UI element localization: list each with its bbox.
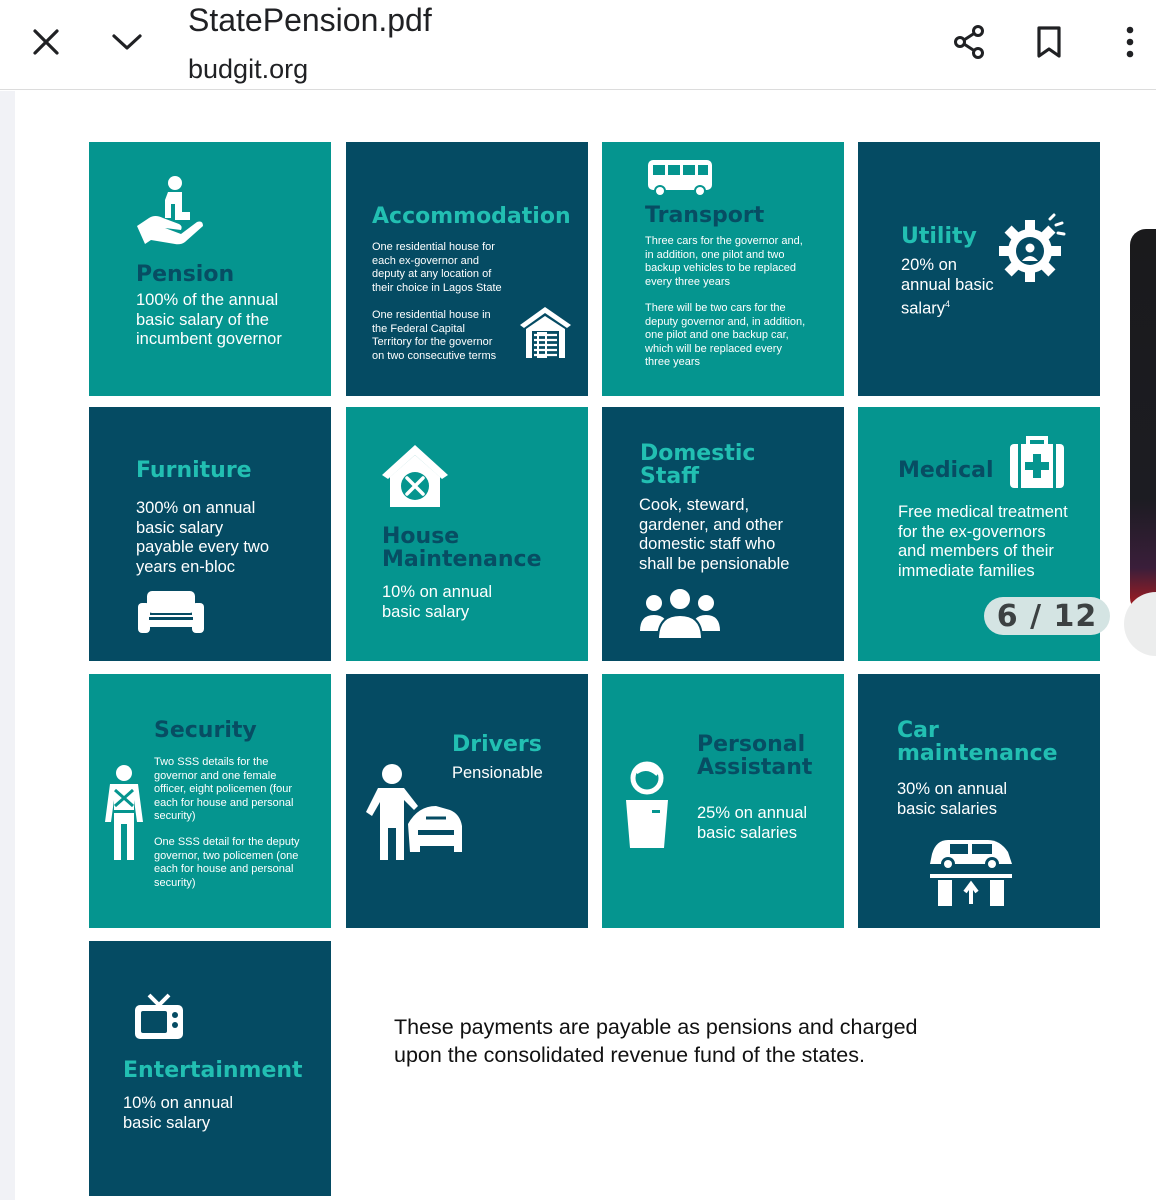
tile-title: Personal Assistant <box>697 732 813 780</box>
tile-transport <box>602 142 844 396</box>
tile-body-2: One residential house in the Federal Capital Territory for the governor on two consecutive terms <box>372 309 497 362</box>
assistant-person-icon <box>622 760 672 852</box>
tile-title: Transport <box>645 203 765 228</box>
close-icon <box>32 28 60 56</box>
footnote-marker: 4 <box>945 299 951 309</box>
tile-furniture <box>89 407 331 661</box>
close-button[interactable] <box>22 18 70 66</box>
tile-title: Furniture <box>136 458 252 483</box>
tile-title: Security <box>154 718 257 743</box>
page-gutter <box>0 91 15 1200</box>
tv-icon <box>133 993 185 1043</box>
footer-note: These payments are payable as pensions and charged upon the consolidated revenue fund of the states. <box>394 1015 918 1067</box>
tile-title: House Maintenance <box>382 524 542 572</box>
tile-personal-assistant <box>602 674 844 928</box>
collapse-button[interactable] <box>103 18 151 66</box>
tile-utility <box>858 142 1100 396</box>
tile-title: Utility <box>901 224 977 249</box>
bookmark-icon <box>1035 25 1063 59</box>
tile-title: Accommodation <box>372 204 571 229</box>
tile-body-2: There will be two cars for the deputy governor and, in addition, one pilot and one backup car, which will be replaced every three years <box>645 302 806 368</box>
hand-caring-person-icon <box>135 174 205 246</box>
more-options-button[interactable] <box>1106 18 1154 66</box>
tile-body: Free medical treatment for the ex-governors and members of their immediate families <box>898 503 1068 580</box>
tile-body: 25% on annual basic salaries <box>697 804 808 842</box>
page-indicator: 6 / 12 <box>984 597 1110 635</box>
tile-drivers <box>346 674 588 928</box>
tile-body: 100% of the annual basic salary of the incumbent governor <box>136 291 282 348</box>
tile-security <box>89 674 331 928</box>
tile-body-1: One residential house for each ex-governor and deputy at any location of their choice in Lagos State <box>372 241 502 294</box>
tile-body: 10% on annual basic salary <box>382 583 493 621</box>
document-source: budgit.org <box>188 54 309 84</box>
security-guard-icon <box>101 764 147 864</box>
pdf-page[interactable] <box>0 91 1156 1200</box>
tile-entertainment <box>89 941 331 1196</box>
tile-body-1: Two SSS details for the governor and one female officer, eight policemen (four each for house and personal security) <box>154 756 294 822</box>
tile-accommodation <box>346 142 588 396</box>
tile-body <box>901 256 994 319</box>
top-app-bar <box>0 0 1156 90</box>
tile-title: Medical <box>898 458 994 483</box>
chevron-down-icon <box>111 32 143 52</box>
bus-icon <box>646 158 716 198</box>
share-icon <box>951 24 987 60</box>
tile-body-text: 20% on annual basic salary <box>901 256 994 318</box>
medical-kit-icon <box>1008 434 1066 490</box>
gear-settings-icon <box>998 213 1068 283</box>
tile-body-2: One SSS detail for the deputy governor, two policemen (one each for house and personal security) <box>154 836 300 889</box>
people-group-icon <box>640 587 720 639</box>
car-lift-icon <box>928 834 1014 908</box>
tile-title: Drivers <box>452 732 542 757</box>
tile-domestic-staff <box>602 407 844 661</box>
share-button[interactable] <box>945 18 993 66</box>
tile-title: Pension <box>136 262 235 287</box>
tile-title: Car maintenance <box>897 718 1058 766</box>
document-title: StatePension.pdf <box>188 2 432 38</box>
tile-house-maintenance <box>346 407 588 661</box>
tile-body: 10% on annual basic salary <box>123 1094 234 1132</box>
tile-title: Domestic Staff <box>640 441 756 489</box>
bookmark-button[interactable] <box>1025 18 1073 66</box>
tile-body: Pensionable <box>452 764 543 782</box>
more-vert-icon <box>1125 26 1135 58</box>
driver-car-icon <box>364 762 466 864</box>
sofa-icon <box>137 589 205 637</box>
house-tools-icon <box>380 443 450 509</box>
garage-icon <box>518 305 573 360</box>
tile-pension <box>89 142 331 396</box>
tile-body-1: Three cars for the governor and, in addition, one pilot and two backup vehicles to be replaced every three years <box>645 235 803 288</box>
tile-title: Entertainment <box>123 1058 303 1083</box>
tile-body: 300% on annual basic salary payable every two years en-bloc <box>136 499 269 576</box>
tile-body: Cook, steward, gardener, and other domestic staff who shall be pensionable <box>639 496 790 573</box>
side-media-panel[interactable] <box>1130 229 1156 614</box>
tile-car-maintenance <box>858 674 1100 928</box>
tile-body: 30% on annual basic salaries <box>897 780 1008 818</box>
